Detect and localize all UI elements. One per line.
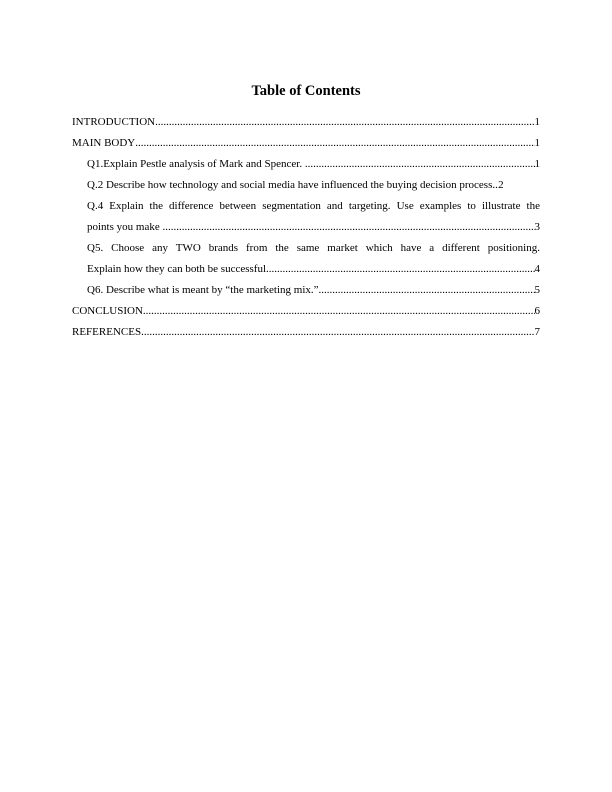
toc-entry-introduction[interactable] [72,112,540,133]
toc-entry-q1[interactable] [72,154,540,175]
toc-entry-text-continued: Explain how they can both be successful [87,263,267,275]
toc-entry-references[interactable] [72,322,540,343]
toc-entry-text: REFERENCES [72,326,142,338]
toc-leader [135,133,534,154]
toc-entry-text: Q1.Explain Pestle analysis of Mark and Spencer. [87,158,305,170]
toc-entry-q5-line2[interactable] [72,259,540,280]
toc-entry-conclusion[interactable] [72,301,540,322]
toc-entry-main-body[interactable] [72,133,540,154]
toc-page-number: 1 [534,116,540,128]
toc-page-number: 5 [534,284,540,296]
toc-page-number: 6 [534,305,540,317]
toc-leader [162,217,534,238]
toc-entry-text: MAIN BODY [72,137,136,149]
toc-page-number: 2 [498,179,504,191]
toc-page-number: 1 [534,137,540,149]
toc-entry-text: Q6. Describe what is meant by “the marketing mix.” [87,284,319,296]
toc-title: Table of Contents [251,83,361,99]
toc-entry-q4-line1[interactable] [72,196,540,217]
toc-leader [141,322,534,343]
toc-page-number: 7 [534,326,540,338]
toc-entry-q5-line1[interactable] [72,238,540,259]
toc-entry-text: Q.2 Describe how technology and social media have influenced the buying decision process. [87,179,496,191]
toc-page-number: 3 [534,221,540,233]
toc-leader [305,154,535,175]
toc-entry-text: Q5. Choose any TWO brands from the same market which have a different positioning. [87,242,540,254]
toc-entry-q2[interactable] [72,175,540,196]
toc-leader [319,280,535,301]
toc-leader [266,259,534,280]
toc-entry-q6[interactable] [72,280,540,301]
toc-page-number: 1 [534,158,540,170]
toc-entry-text-continued: points you make [87,221,163,233]
toc-entry-text: INTRODUCTION [72,116,156,128]
toc-leader [155,112,534,133]
toc-leader [143,301,535,322]
toc-entry-text: Q.4 Explain the difference between segmentation and targeting. Use examples to illustrate the [87,200,540,212]
toc-entry-text: CONCLUSION [72,305,143,317]
table-of-contents [72,112,540,343]
toc-entry-q4-line2[interactable] [72,217,540,238]
toc-page-number: 4 [534,263,540,275]
